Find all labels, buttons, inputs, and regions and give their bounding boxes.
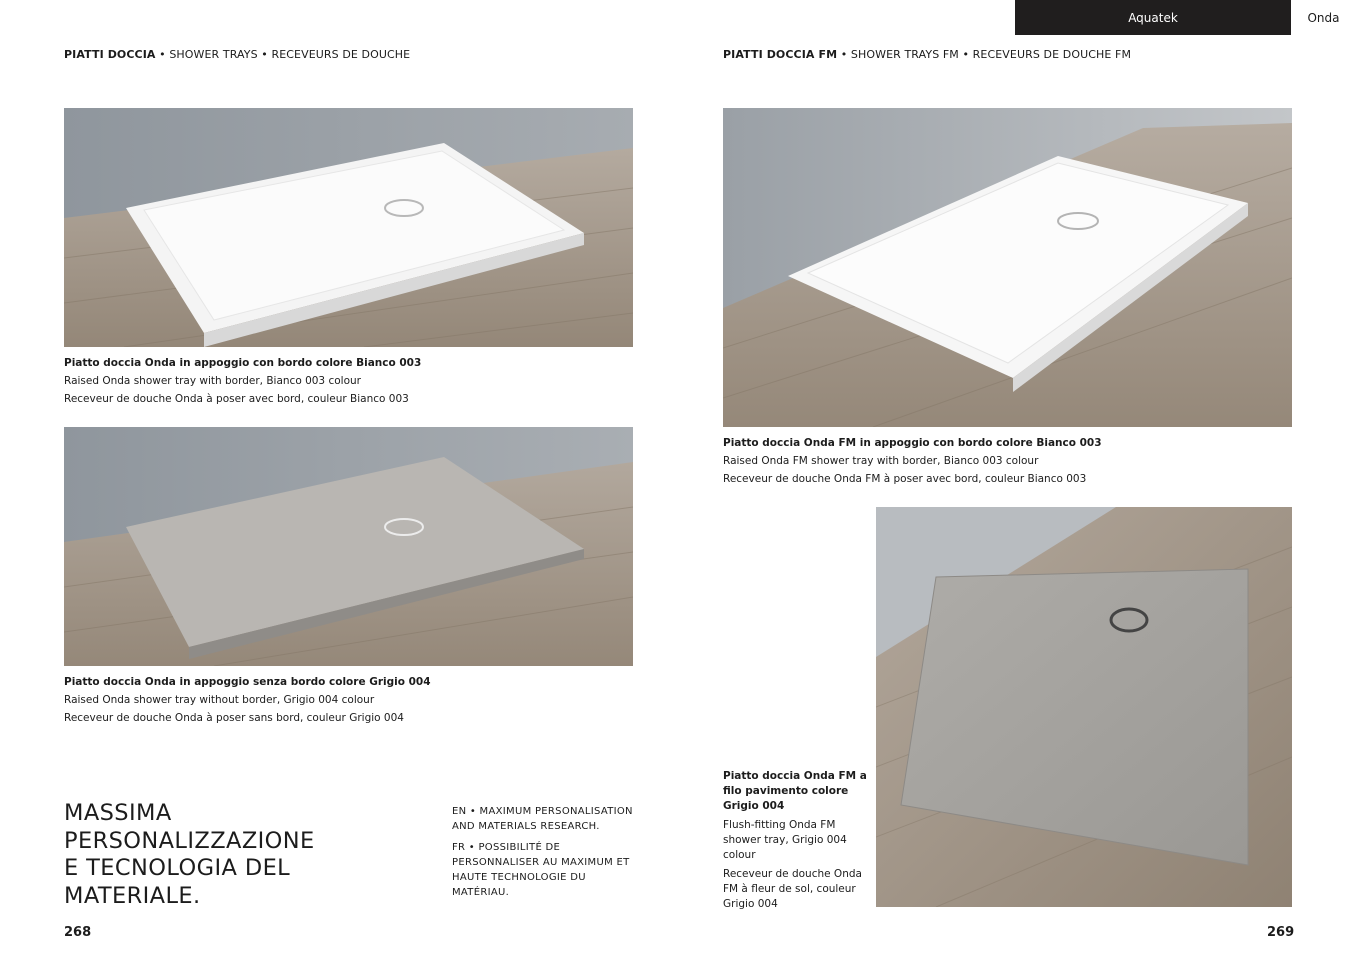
headline xyxy=(64,800,315,910)
caption-en: Raised Onda FM shower tray with border, Bianco 003 colour xyxy=(723,455,1039,467)
caption-fr: Receveur de douche Onda à poser sans bord, couleur Grigio 004 xyxy=(64,712,404,724)
caption-title: Piatto doccia Onda in appoggio senza bordo colore Grigio 004 xyxy=(64,676,431,688)
photo-onda-fm-white-tray xyxy=(723,108,1292,427)
intro-en: EN • MAXIMUM PERSONALISATION AND MATERIALS RESEARCH. xyxy=(452,806,633,832)
caption-title: Piatto doccia Onda in appoggio con bordo colore Bianco 003 xyxy=(64,357,422,369)
right-section-header xyxy=(723,48,1131,61)
caption-fr: Receveur de douche Onda FM à poser avec bord, couleur Bianco 003 xyxy=(723,473,1087,485)
product-tab xyxy=(1291,0,1356,35)
intro-text xyxy=(452,804,642,906)
left-section-bold: PIATTI DOCCIA xyxy=(64,48,156,61)
right-section-bold: PIATTI DOCCIA FM xyxy=(723,48,838,61)
caption-onda-fm-grey-tray xyxy=(723,769,873,916)
intro-fr: FR • POSSIBILITÉ DE PERSONNALISER AU MAXIMUM ET HAUTE TECHNOLOGIE DU MATÉRIAU. xyxy=(452,842,630,898)
caption-title: Piatto doccia Onda FM in appoggio con bordo colore Bianco 003 xyxy=(723,437,1102,449)
headline-line: MASSIMA xyxy=(64,800,172,826)
photo-onda-white-tray xyxy=(64,108,633,347)
caption-onda-grey-tray xyxy=(64,673,431,727)
page-number-right: 269 xyxy=(1267,925,1295,940)
caption-title: Piatto doccia Onda FM a filo pavimento colore Grigio 004 xyxy=(723,770,867,812)
headline-line: MATERIALE. xyxy=(64,882,201,909)
left-section-header xyxy=(64,48,410,61)
brand-label: Aquatek xyxy=(1128,10,1178,25)
caption-onda-fm-white-tray xyxy=(723,434,1102,488)
brand-tab xyxy=(1015,0,1291,35)
photo-onda-fm-grey-tray xyxy=(876,507,1292,907)
caption-fr: Receveur de douche Onda à poser avec bord, couleur Bianco 003 xyxy=(64,393,409,405)
caption-en: Raised Onda shower tray without border, Grigio 004 colour xyxy=(64,694,375,706)
headline-line: PERSONALIZZAZIONE xyxy=(64,827,315,854)
right-section-rest: • SHOWER TRAYS FM • RECEVEURS DE DOUCHE FM xyxy=(837,48,1132,61)
left-section-rest: • SHOWER TRAYS • RECEVEURS DE DOUCHE xyxy=(155,48,411,61)
caption-en: Flush-fitting Onda FM shower tray, Grigio 004 colour xyxy=(723,819,847,861)
caption-en: Raised Onda shower tray with border, Bianco 003 colour xyxy=(64,375,361,387)
caption-fr: Receveur de douche Onda FM à fleur de sol, couleur Grigio 004 xyxy=(723,868,862,910)
photo-onda-grey-tray xyxy=(64,427,633,666)
page-number-left: 268 xyxy=(64,925,92,940)
caption-onda-white-tray xyxy=(64,354,421,408)
product-label: Onda xyxy=(1307,10,1340,25)
headline-line: E TECNOLOGIA DEL xyxy=(64,855,291,881)
